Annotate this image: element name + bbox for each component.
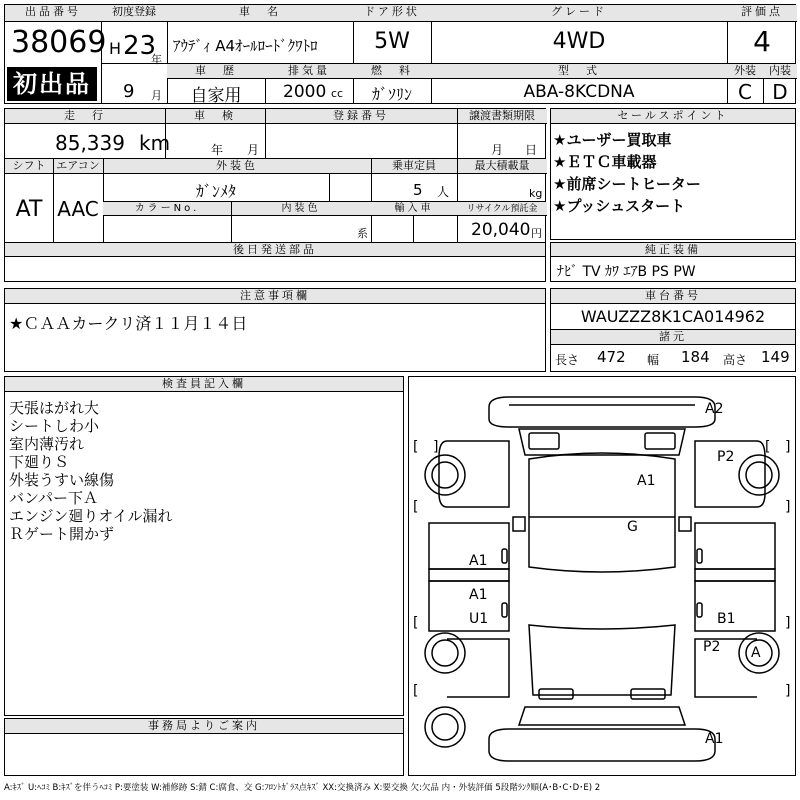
car-name: ｱｳﾃﾞｨ A4ｵｰﾙﾛｰﾄﾞｸﾜﾄﾛ: [173, 37, 318, 55]
reg-no-label: 登録番号: [265, 109, 457, 124]
shift: AT: [15, 197, 43, 222]
bracket-left-low: [: [413, 615, 419, 631]
interior-grade: D: [772, 80, 788, 104]
grade: 4WD: [552, 29, 606, 54]
exterior-label: 外装: [727, 64, 763, 79]
interior-label: 内装: [763, 64, 797, 79]
max-load-unit: kg: [529, 187, 543, 200]
sales-point-item: ★ＥＴＣ車載器: [553, 153, 657, 171]
exterior-grade: C: [738, 80, 752, 104]
recycle-label: リサイクル預託金: [457, 202, 547, 216]
year: 23: [123, 31, 157, 61]
office-panel: [4, 718, 404, 776]
bracket-left-bottom: [: [413, 683, 419, 699]
sales-point-item: ★プッシュスタート: [553, 197, 686, 215]
recycle-fee: 20,040: [471, 220, 531, 240]
damage-mark-p2: P2: [703, 639, 721, 655]
chassis-number: WAUZZZ8K1CA014962: [580, 307, 766, 326]
capacity: 5: [413, 181, 423, 199]
later-parts-label: 後日発送部品: [5, 243, 545, 257]
inspector-line: 下廻りＳ: [9, 453, 70, 471]
transfer-day-unit: 日: [525, 143, 538, 157]
inspector-panel: [4, 376, 404, 716]
bracket-right-top: [: [765, 439, 771, 455]
int-color-suffix: 系: [357, 227, 368, 240]
ac-label: エアコン: [53, 159, 103, 174]
inspection-year-unit: 年: [211, 143, 224, 157]
mileage: 85,339: [55, 131, 125, 155]
score-label: 評価点: [727, 5, 797, 22]
damage-mark-g: G: [627, 519, 638, 535]
damage-mark-a1: A1: [705, 731, 724, 747]
equipment-value: ﾅﾋﾞ TV ｶﾜ ｴｱB PS PW: [557, 264, 696, 280]
inspector-line: シートしわ小: [9, 417, 100, 435]
inspector-line: 天張はがれ大: [9, 399, 100, 417]
notes-panel: [4, 288, 546, 372]
capacity-unit: 人: [437, 185, 450, 199]
displacement: 2000: [283, 82, 327, 102]
bracket-left-top: [: [413, 439, 419, 455]
chassis-panel: [550, 288, 796, 372]
length: 472: [597, 348, 626, 366]
bracket-right-mid: ]: [785, 499, 791, 515]
bracket-right-bottom: ]: [785, 683, 791, 699]
lot-number: 38069: [11, 25, 107, 60]
damage-mark-a1: A1: [637, 473, 656, 489]
car-outline: [409, 377, 795, 775]
bracket-right-low: ]: [785, 615, 791, 631]
history-label: 車 歴: [167, 64, 265, 79]
fuel: ｶﾞｿﾘﾝ: [371, 85, 412, 104]
legend: A:ｷｽﾞ U:ﾍｺﾐ B:ｷｽﾞを伴うﾍｺﾐ P:要塗装 W:補修跡 S:錆 C:腐食、交 G:ﾌﾛﾝﾄｶﾞﾗｽ点ｷｽﾞ XX:交換済み X:要交換 欠:欠品 内・外装評価 5段階ﾗﾝｸ順(A･B･C･D･E) 2: [4, 783, 601, 793]
shift-label: シフト: [5, 159, 53, 174]
damage-mark-b1: B1: [717, 611, 736, 627]
sales-points-panel: [550, 108, 796, 240]
inspector-line: Ｒゲート開かず: [9, 525, 115, 543]
ext-color-label: 外装色: [103, 159, 371, 174]
capacity-label: 乗車定員: [371, 159, 457, 174]
door-label: ドア形状: [353, 5, 431, 22]
grade-label: グレード: [431, 5, 727, 22]
bracket-right-top-close: ]: [785, 439, 791, 455]
import-label: 輸入車: [371, 202, 457, 216]
equipment-label: 純正装備: [551, 243, 795, 257]
door-type: 5W: [374, 29, 410, 54]
first-reg-label: 初度登録: [101, 5, 167, 22]
inspector-line: 外装うすい線傷: [9, 471, 115, 489]
header-panel: [4, 4, 796, 104]
transfer-month-unit: 月: [491, 143, 504, 157]
length-label: 長さ: [555, 353, 580, 367]
damage-mark-a1: A1: [469, 587, 488, 603]
history: 自家用: [190, 86, 242, 106]
chassis-label: 車台番号: [551, 289, 795, 304]
lot-label: 出品番号: [5, 5, 101, 22]
equipment-panel: [550, 242, 796, 282]
sales-point-item: ★ユーザー買取車: [553, 131, 672, 149]
damage-mark-u1: U1: [469, 611, 489, 627]
transfer-label: 譲渡書類期限: [457, 109, 547, 124]
air-conditioner: AAC: [57, 197, 99, 221]
damage-mark-a: A: [751, 645, 761, 661]
mileage-label: 走 行: [5, 109, 165, 124]
office-label: 事務局よりご案内: [5, 719, 403, 734]
score: 4: [753, 25, 771, 58]
month: 9: [123, 81, 135, 102]
first-listing-badge: 初出品: [7, 67, 97, 101]
mileage-unit: km: [139, 131, 171, 155]
specs-panel: [4, 108, 546, 282]
damage-mark-a2: A2: [705, 401, 724, 417]
inspector-line: 室内薄汚れ: [9, 435, 85, 453]
sales-points-label: セールスポイント: [551, 109, 795, 124]
max-load-label: 最大積載量: [457, 159, 547, 174]
notes-value: ★ＣＡＡカークリ済１１月１４日: [9, 314, 248, 333]
inspection-label: 車 検: [165, 109, 265, 124]
inspector-label: 検査員記入欄: [5, 377, 403, 392]
displacement-label: 排気量: [265, 64, 353, 79]
month-unit: 月: [151, 89, 162, 102]
inspection-month-unit: 月: [247, 143, 260, 157]
car-name-label: 車 名: [167, 5, 353, 22]
dims-label: 諸元: [551, 330, 795, 345]
height: 149: [761, 348, 790, 366]
inspector-line: バンパー下Ａ: [9, 489, 98, 507]
height-label: 高さ: [723, 353, 748, 367]
era: H: [109, 39, 122, 58]
fuel-label: 燃 料: [353, 64, 431, 79]
recycle-unit: 円: [531, 227, 542, 240]
width: 184: [681, 348, 710, 366]
bracket-left-mid: [: [413, 499, 419, 515]
color-no-label: カラーNo.: [103, 202, 231, 216]
cc-unit: cc: [331, 87, 344, 100]
ext-color: ｶﾞﾝﾒﾀ: [195, 182, 236, 201]
model-label: 型 式: [431, 64, 727, 79]
damage-diagram: [408, 376, 796, 776]
year-unit: 年: [151, 53, 162, 66]
sales-point-item: ★前席シートヒーター: [553, 175, 701, 193]
int-color-label: 内装色: [231, 202, 371, 216]
damage-mark-a1: A1: [469, 553, 488, 569]
bracket-left-top-close: ]: [433, 439, 439, 455]
model-code: ABA-8KCDNA: [523, 82, 635, 102]
inspector-line: エンジン廻りオイル漏れ: [9, 507, 173, 525]
notes-label: 注意事項欄: [5, 289, 545, 304]
width-label: 幅: [647, 353, 660, 367]
damage-mark-p2: P2: [717, 449, 735, 465]
